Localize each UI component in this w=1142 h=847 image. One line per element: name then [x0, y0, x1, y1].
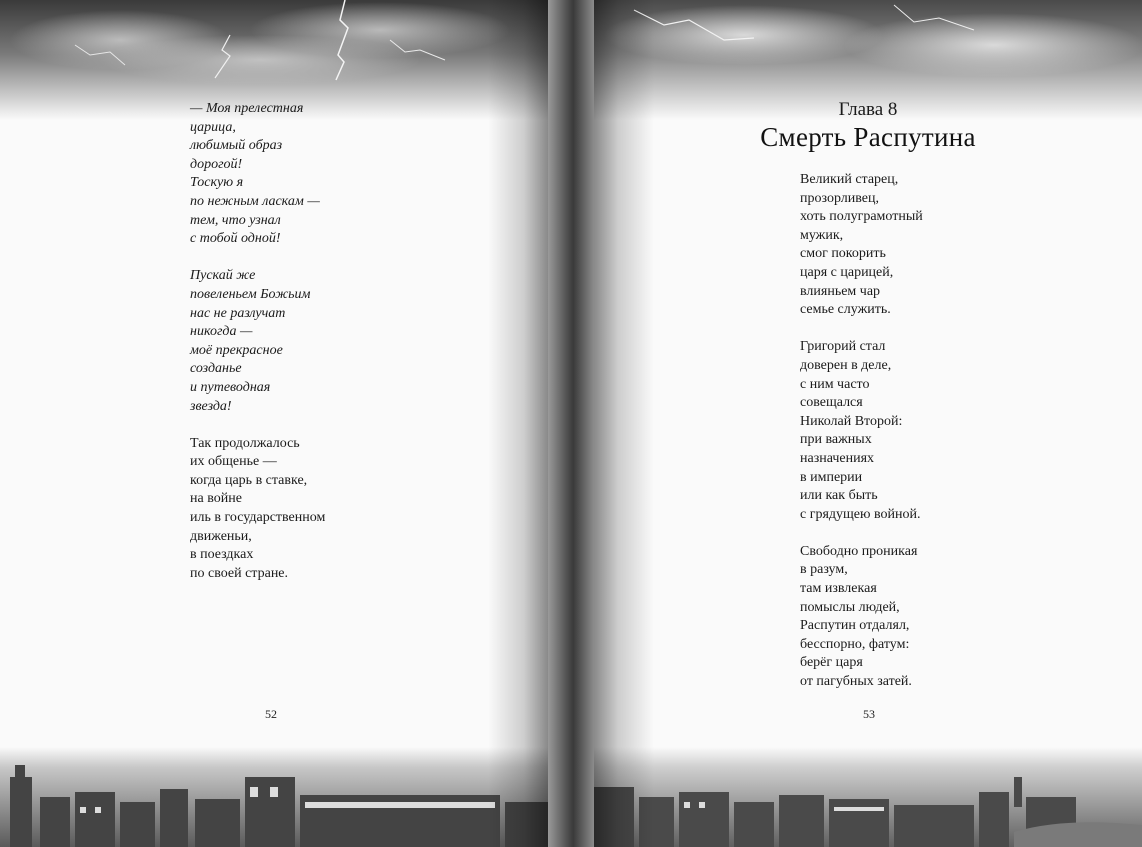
city-panorama-image: [594, 747, 1142, 847]
verse-line: моё прекрасное: [190, 342, 283, 358]
verse-line: бесспорно, фатум:: [800, 636, 910, 652]
verse-line: по нежным ласкам —: [190, 193, 320, 209]
verse-line: при важных: [800, 432, 872, 448]
verse-line: царя с царицей,: [800, 264, 894, 280]
verse-line: с грядущею войной.: [800, 506, 921, 522]
stanza: [190, 435, 325, 584]
verse-line: никогда —: [190, 324, 253, 340]
verse-line: с тобой одной!: [190, 231, 281, 247]
verse-line: звезда!: [190, 398, 232, 414]
verse-line: мужик,: [800, 227, 844, 243]
verse-line: Великий старец,: [800, 172, 899, 187]
verse-line: берёг царя: [800, 655, 863, 671]
stanza: [800, 338, 923, 524]
verse-line: Свободно проникая: [800, 543, 918, 559]
poem-text-right: [800, 171, 923, 710]
verse-line: там извлекая: [800, 581, 877, 597]
verse-line: семье служить.: [800, 302, 891, 318]
verse-line: повеленьем Божьим: [190, 286, 311, 302]
verse-line: тем, что узнал: [190, 212, 281, 228]
gutter-shadow: [488, 0, 548, 847]
verse-line: — Моя прелестная: [190, 101, 304, 116]
verse-line: Распутин отдалял,: [800, 618, 910, 634]
stanza: [800, 171, 923, 320]
verse-line: любимый образ: [190, 138, 283, 154]
poem-text-left: [190, 100, 325, 602]
chapter-number: Глава 8: [838, 99, 898, 120]
book-gutter: [548, 0, 594, 847]
verse-line: в империи: [800, 469, 863, 485]
verse-line: доверен в деле,: [800, 357, 892, 373]
verse-line: помыслы людей,: [800, 599, 900, 615]
verse-line: смог покорить: [800, 246, 886, 262]
verse-line: движеньи,: [190, 528, 252, 544]
verse-line: от пагубных затей.: [800, 674, 912, 690]
verse-line: иль в государственном: [190, 510, 326, 526]
left-page: [0, 0, 548, 847]
verse-line: когда царь в ставке,: [190, 472, 308, 488]
verse-line: на войне: [190, 491, 242, 507]
verse-line: хоть полуграмотный: [800, 209, 923, 225]
chapter-title: Смерть Распутина: [760, 122, 976, 152]
page-number-right: 53: [863, 707, 875, 721]
verse-line: совещался: [800, 395, 863, 411]
verse-line: Николай Второй:: [800, 413, 903, 429]
stanza: [190, 100, 325, 249]
stanza: [190, 267, 325, 416]
page-number-left: 52: [265, 707, 277, 721]
verse-line: в разум,: [800, 562, 848, 578]
verse-line: Григорий стал: [800, 339, 886, 355]
right-page: [594, 0, 1142, 847]
verse-line: в поездках: [190, 547, 254, 563]
verse-line: Пускай же: [190, 268, 256, 284]
verse-line: или как быть: [800, 488, 878, 504]
verse-line: Так продолжалось: [190, 435, 300, 451]
verse-line: влияньем чар: [800, 283, 881, 299]
city-panorama-image: [0, 747, 548, 847]
verse-line: Тоскую я: [190, 175, 244, 191]
verse-line: царица,: [190, 119, 236, 135]
verse-line: созданье: [190, 361, 242, 377]
stanza: [800, 543, 923, 692]
verse-line: прозорливец,: [800, 190, 879, 206]
verse-line: нас не разлучат: [190, 305, 286, 321]
verse-line: дорогой!: [190, 156, 243, 172]
verse-line: с ним часто: [800, 376, 870, 392]
verse-line: и путеводная: [190, 379, 271, 395]
verse-line: по своей стране.: [190, 565, 289, 581]
verse-line: их общенье —: [190, 454, 277, 470]
verse-line: назначениях: [800, 450, 875, 466]
